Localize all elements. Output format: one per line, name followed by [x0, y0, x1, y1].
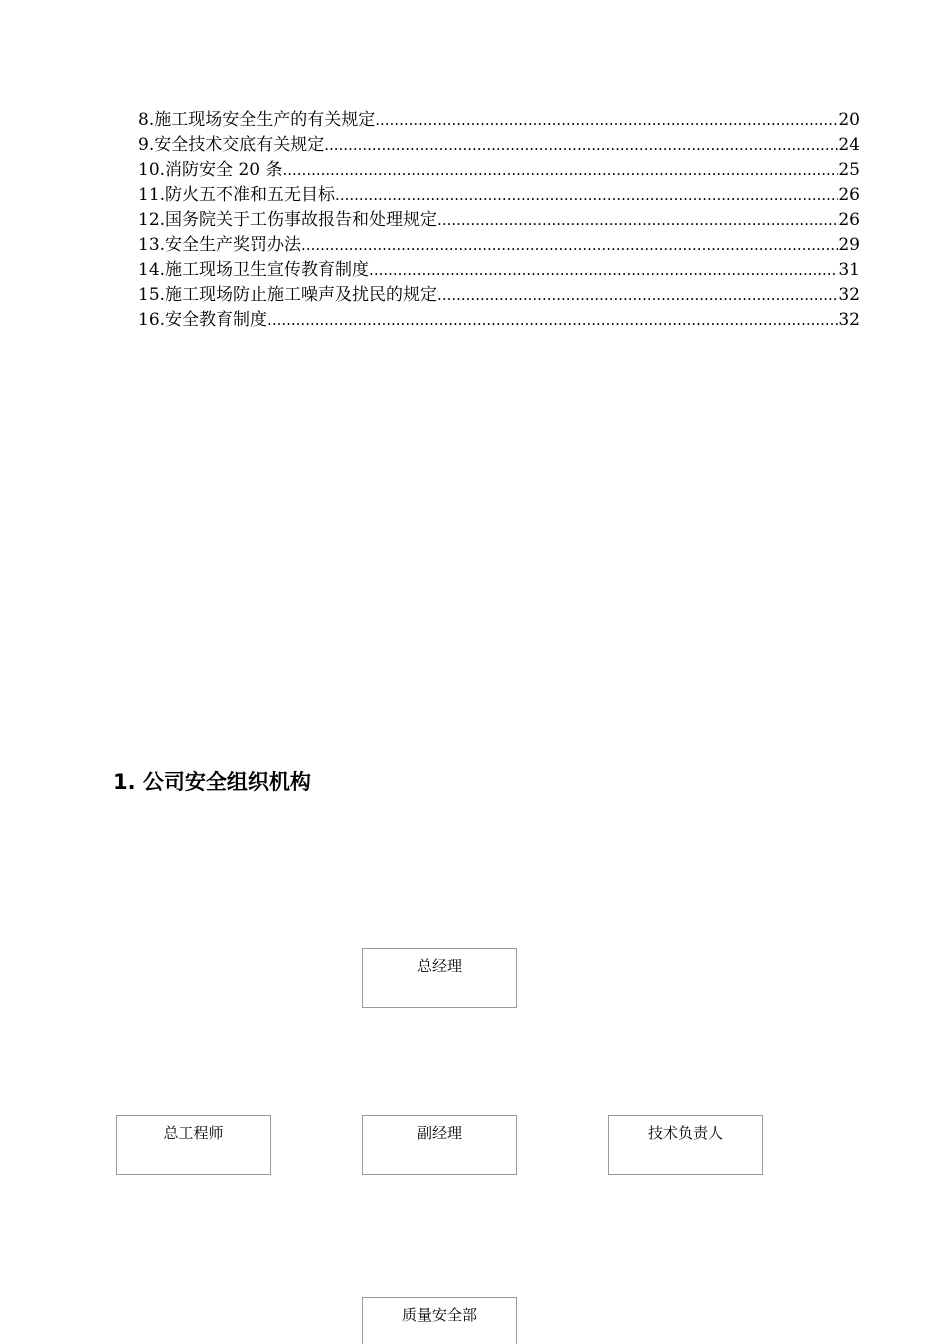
toc-entry[interactable]	[138, 308, 860, 333]
toc-dot-leader	[282, 158, 838, 183]
toc-dot-leader	[375, 108, 838, 133]
toc-entry-title: 9.安全技术交底有关规定	[138, 135, 325, 155]
toc-dot-leader	[437, 283, 838, 308]
org-box-technical-lead: 技术负责人	[608, 1115, 763, 1175]
toc-entry[interactable]	[138, 208, 860, 233]
toc-entry-page: 25	[838, 160, 860, 180]
toc-dot-leader	[324, 133, 838, 158]
toc-entry[interactable]	[138, 258, 860, 283]
org-box-chief-engineer: 总工程师	[116, 1115, 271, 1175]
toc-dot-leader	[301, 233, 838, 258]
toc-dot-leader	[267, 308, 838, 333]
toc-entry-page: 32	[838, 285, 860, 305]
toc-entry-title: 11.防火五不准和五无目标	[138, 185, 336, 205]
section-heading: 1. 公司安全组织机构	[113, 770, 311, 794]
org-box-deputy-manager: 副经理	[362, 1115, 517, 1175]
toc-entry-title: 8.施工现场安全生产的有关规定	[138, 110, 376, 130]
toc-entry-title: 12.国务院关于工伤事故报告和处理规定	[138, 210, 438, 230]
toc-entry-title: 15.施工现场防止施工噪声及扰民的规定	[138, 285, 438, 305]
toc-dot-leader	[335, 183, 838, 208]
toc-entry-title: 10.消防安全 20 条	[138, 160, 283, 180]
toc-entry-page: 26	[838, 210, 860, 230]
toc-entry[interactable]	[138, 233, 860, 258]
toc-dot-leader	[437, 208, 838, 233]
toc-entry-page: 31	[838, 260, 860, 280]
toc-entry[interactable]	[138, 108, 860, 133]
toc-entry[interactable]	[138, 158, 860, 183]
toc-entry-page: 20	[838, 110, 860, 130]
toc-entry[interactable]	[138, 183, 860, 208]
toc-dot-leader	[369, 258, 838, 283]
toc-entry-page: 26	[838, 185, 860, 205]
org-box-general-manager: 总经理	[362, 948, 517, 1008]
table-of-contents	[138, 108, 860, 333]
toc-entry-title: 14.施工现场卫生宣传教育制度	[138, 260, 370, 280]
toc-entry-page: 29	[838, 235, 860, 255]
toc-entry[interactable]	[138, 283, 860, 308]
org-box-quality-safety-dept: 质量安全部	[362, 1297, 517, 1344]
toc-entry-page: 24	[838, 135, 860, 155]
toc-entry-title: 13.安全生产奖罚办法	[138, 235, 302, 255]
toc-entry-page: 32	[838, 310, 860, 330]
toc-entry[interactable]	[138, 133, 860, 158]
toc-entry-title: 16.安全教育制度	[138, 310, 268, 330]
